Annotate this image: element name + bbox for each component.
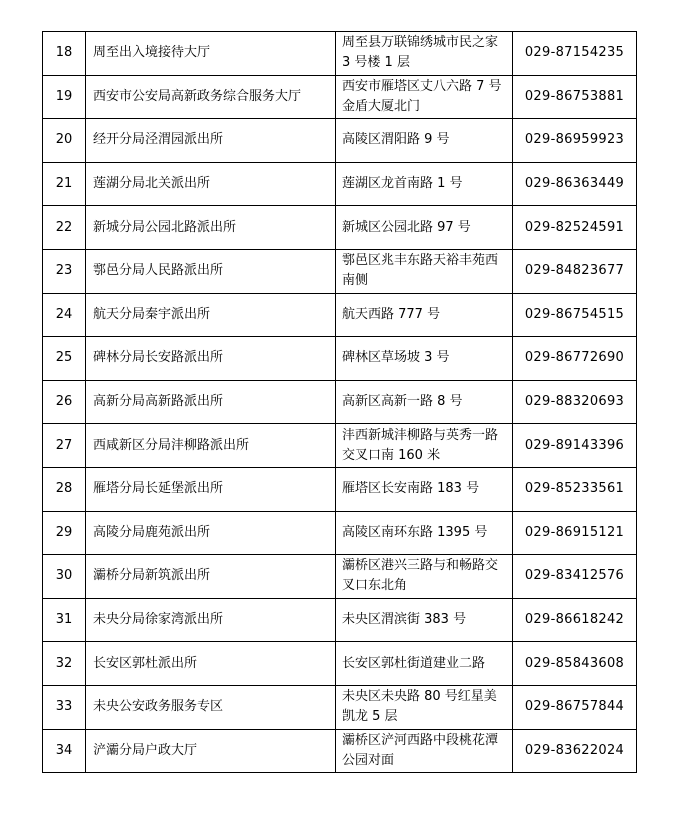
office-address-cell: 周至县万联锦绣城市民之家 3 号楼 1 层 xyxy=(336,32,513,76)
office-phone-cell: 029-83412576 xyxy=(513,555,637,599)
office-phone-cell: 029-85843608 xyxy=(513,642,637,686)
table-row xyxy=(43,162,637,206)
table-body xyxy=(43,32,637,773)
office-name-cell: 碑林分局长安路派出所 xyxy=(86,337,336,381)
office-name-cell: 航天分局秦宇派出所 xyxy=(86,293,336,337)
office-address-cell: 航天西路 777 号 xyxy=(336,293,513,337)
office-phone-cell: 029-86753881 xyxy=(513,75,637,119)
row-number-cell: 31 xyxy=(43,598,86,642)
table-row xyxy=(43,32,637,76)
office-address-cell: 西安市雁塔区丈八六路 7 号金盾大厦北门 xyxy=(336,75,513,119)
table-row xyxy=(43,119,637,163)
row-number-cell: 19 xyxy=(43,75,86,119)
office-name-cell: 西安市公安局高新政务综合服务大厅 xyxy=(86,75,336,119)
office-name-cell: 新城分局公园北路派出所 xyxy=(86,206,336,250)
row-number-cell: 30 xyxy=(43,555,86,599)
office-name-cell: 雁塔分局长延堡派出所 xyxy=(86,467,336,511)
office-address-cell: 长安区郭杜街道建业二路 xyxy=(336,642,513,686)
row-number-cell: 34 xyxy=(43,729,86,773)
office-name-cell: 周至出入境接待大厅 xyxy=(86,32,336,76)
service-office-table xyxy=(42,31,637,773)
table-row xyxy=(43,555,637,599)
office-address-cell: 未央区未央路 80 号红星美凯龙 5 层 xyxy=(336,685,513,729)
row-number-cell: 18 xyxy=(43,32,86,76)
table-row xyxy=(43,75,637,119)
office-phone-cell: 029-89143396 xyxy=(513,424,637,468)
office-address-cell: 高陵区南环东路 1395 号 xyxy=(336,511,513,555)
row-number-cell: 23 xyxy=(43,249,86,293)
office-address-cell: 沣西新城沣柳路与英秀一路交叉口南 160 米 xyxy=(336,424,513,468)
row-number-cell: 33 xyxy=(43,685,86,729)
table-row xyxy=(43,511,637,555)
office-phone-cell: 029-86754515 xyxy=(513,293,637,337)
office-name-cell: 长安区郭杜派出所 xyxy=(86,642,336,686)
table-row xyxy=(43,598,637,642)
table-row xyxy=(43,642,637,686)
row-number-cell: 24 xyxy=(43,293,86,337)
table-row xyxy=(43,467,637,511)
office-name-cell: 经开分局泾渭园派出所 xyxy=(86,119,336,163)
table-row xyxy=(43,685,637,729)
table-row xyxy=(43,424,637,468)
office-address-cell: 高陵区渭阳路 9 号 xyxy=(336,119,513,163)
table-row xyxy=(43,380,637,424)
row-number-cell: 29 xyxy=(43,511,86,555)
table-row xyxy=(43,249,637,293)
office-phone-cell: 029-85233561 xyxy=(513,467,637,511)
office-address-cell: 新城区公园北路 97 号 xyxy=(336,206,513,250)
row-number-cell: 21 xyxy=(43,162,86,206)
row-number-cell: 27 xyxy=(43,424,86,468)
row-number-cell: 20 xyxy=(43,119,86,163)
office-name-cell: 鄠邑分局人民路派出所 xyxy=(86,249,336,293)
row-number-cell: 32 xyxy=(43,642,86,686)
office-name-cell: 未央公安政务服务专区 xyxy=(86,685,336,729)
office-phone-cell: 029-86618242 xyxy=(513,598,637,642)
office-phone-cell: 029-86363449 xyxy=(513,162,637,206)
office-address-cell: 雁塔区长安南路 183 号 xyxy=(336,467,513,511)
row-number-cell: 28 xyxy=(43,467,86,511)
table-row xyxy=(43,206,637,250)
office-phone-cell: 029-84823677 xyxy=(513,249,637,293)
office-phone-cell: 029-86757844 xyxy=(513,685,637,729)
office-phone-cell: 029-83622024 xyxy=(513,729,637,773)
row-number-cell: 22 xyxy=(43,206,86,250)
office-address-cell: 灞桥区浐河西路中段桃花潭公园对面 xyxy=(336,729,513,773)
office-name-cell: 浐灞分局户政大厅 xyxy=(86,729,336,773)
office-address-cell: 鄠邑区兆丰东路天裕丰苑西南侧 xyxy=(336,249,513,293)
office-phone-cell: 029-88320693 xyxy=(513,380,637,424)
table-row xyxy=(43,293,637,337)
office-address-cell: 未央区渭滨街 383 号 xyxy=(336,598,513,642)
office-name-cell: 高陵分局鹿苑派出所 xyxy=(86,511,336,555)
table-row xyxy=(43,337,637,381)
office-name-cell: 未央分局徐家湾派出所 xyxy=(86,598,336,642)
office-phone-cell: 029-86959923 xyxy=(513,119,637,163)
office-phone-cell: 029-86772690 xyxy=(513,337,637,381)
office-address-cell: 灞桥区港兴三路与和畅路交叉口东北角 xyxy=(336,555,513,599)
office-name-cell: 西咸新区分局沣柳路派出所 xyxy=(86,424,336,468)
office-address-cell: 碑林区草场坡 3 号 xyxy=(336,337,513,381)
office-name-cell: 高新分局高新路派出所 xyxy=(86,380,336,424)
office-name-cell: 莲湖分局北关派出所 xyxy=(86,162,336,206)
row-number-cell: 25 xyxy=(43,337,86,381)
office-name-cell: 灞桥分局新筑派出所 xyxy=(86,555,336,599)
office-phone-cell: 029-87154235 xyxy=(513,32,637,76)
table-row xyxy=(43,729,637,773)
row-number-cell: 26 xyxy=(43,380,86,424)
office-address-cell: 高新区高新一路 8 号 xyxy=(336,380,513,424)
office-address-cell: 莲湖区龙首南路 1 号 xyxy=(336,162,513,206)
office-phone-cell: 029-86915121 xyxy=(513,511,637,555)
office-phone-cell: 029-82524591 xyxy=(513,206,637,250)
